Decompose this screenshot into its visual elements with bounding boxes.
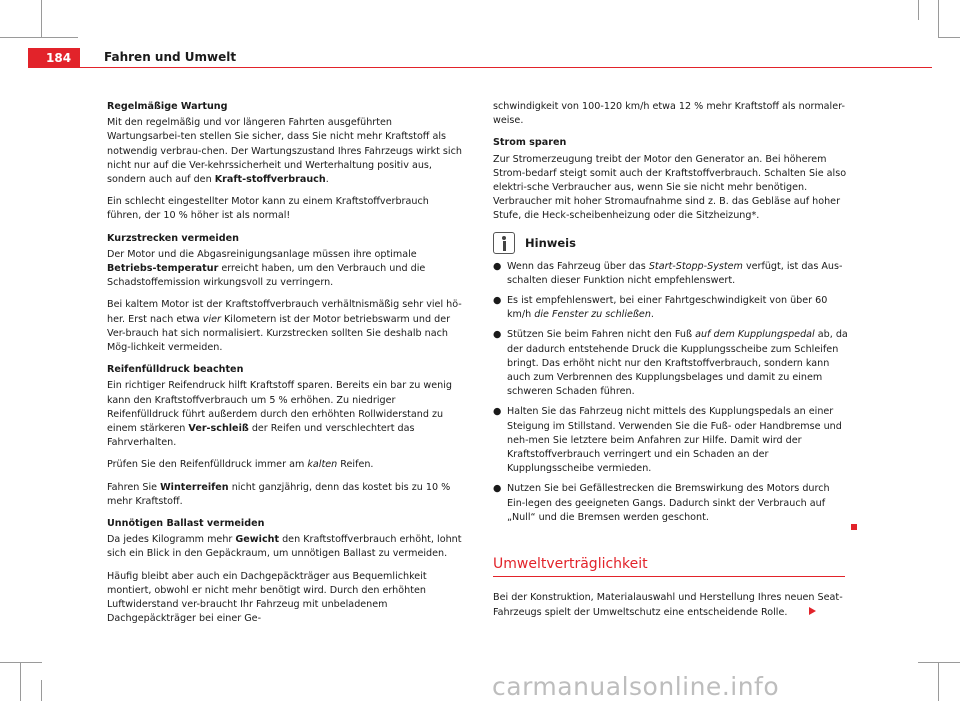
text: Stützen Sie beim Fahren nicht den Fuß [507,329,696,341]
text: nicht ganzjährig, denn das kostet bis zu 10 % mehr Kraftstoff. [107,481,451,507]
text: . [325,174,329,186]
text: ab, da der dadurch entstehende Druck die Kupplungsscheibe zum Schleifen bringt. Das erhöht nicht nur den Kraftstoffverbrauch, sondern kann auch zum Verbrennen des Kupplungsbelages und damit zu einem schweren Schaden führen. [507,329,848,398]
right-column [493,100,849,628]
list-item [493,260,849,288]
text: Reifen. [337,459,374,471]
bullet-icon: ● [493,329,502,341]
emphasis-text: Kraft-stoffverbrauch [214,174,326,186]
crop-mark [20,662,21,701]
crop-mark [938,662,939,701]
section-heading-ballast: Unnötigen Ballast vermeiden [107,518,265,530]
list-item [493,405,849,476]
text: Es ist empfehlenswert, bei einer Fahrtgeschwindigkeit von über 60 km/h [507,295,828,321]
italic-text: Start-Stopp-System [648,260,743,272]
page-title: Fahren und Umwelt [104,50,237,64]
emphasis-text: Gewicht [235,534,280,546]
text: Wenn das Fahrzeug über das [507,260,649,272]
paragraph [107,481,463,509]
paragraph [107,458,463,472]
paragraph [107,298,463,355]
list-item-text [507,294,849,322]
emphasis-text: Ver-schleiß [188,423,249,435]
section-heading-strom: Strom sparen [493,137,567,149]
left-column [107,100,463,635]
crop-mark [41,0,42,37]
continue-arrow-icon [809,607,816,615]
list-item [493,328,849,399]
crop-mark [918,0,919,20]
text: Prüfen Sie den Reifenfülldruck immer am [107,459,308,471]
bullet-icon: ● [493,406,502,418]
paragraph [107,116,463,187]
paragraph: Häufig bleibt aber auch ein Dachgepäckträger aus Bequemlichkeit montiert, obwohl er nicht mehr benötigt wird. Durch den erhöhten Luftwiderstand ver-braucht Ihr Fahrzeug mit unbeladenem Dachgepäckträger bei einer Ge- [107,570,427,625]
text: Mit den regelmäßig und vor längeren Fahrten ausgeführten Wartungsarbei-ten stellen Sie sicher, dass Sie nicht mehr Kraftstoff als notwendig verbrau-chen. Der Wartungszustand Ihres Fahrzeugs wirkt sich nicht nur auf die Ver-kehrssicherheit und Werterhaltung positiv aus, sondern auch auf den [107,117,462,186]
note-title: Hinweis [525,235,576,250]
italic-text: vier [202,313,221,325]
text: . [650,309,654,321]
info-note-icon [493,232,515,254]
text: Bei der Konstruktion, Materialauswahl und Herstellung Ihres neuen Seat-Fahrzeugs spielt der Umweltschutz eine entscheidende Rolle. [493,592,843,618]
list-item-text [507,260,849,288]
emphasis-text: Winterreifen [160,481,229,493]
italic-text: auf dem Kupplungspedal [695,329,815,341]
crop-mark [918,662,960,663]
header-rule [80,67,932,68]
text: verfügt, ist das Aus-schalten dieser Funktion nicht empfehlenswert. [507,260,843,286]
end-square-icon [851,524,857,530]
bullet-icon: ● [493,295,502,307]
section-heading-reifenfuelldruck: Reifenfülldruck beachten [107,364,244,376]
paragraph: Zur Stromerzeugung treibt der Motor den Generator an. Bei höherem Strom-bedarf steigt somit auch der Kraftstoffverbrauch. Schalten Sie also elektri-sche Verbraucher aus, wenn Sie sie nicht mehr benötigen. Verbraucher mit hoher Stromaufnahme sind z. B. das Gebläse auf hoher Stufe, die Heck-scheibenheizung oder die Sitzheizung*. [493,153,847,222]
list-item-text: Halten Sie das Fahrzeug nicht mittels des Kupplungspedals an einer Steigung im Stillstand. Verwenden Sie die Fuß- oder Handbremse und neh-men Sie letztere beim Anfahren zur Hilfe. Damit wird der Kraftstoffverbrauch verringert und ein Schaden an der Kupplungsscheibe vermieden. [507,406,842,475]
list-item [493,294,849,322]
page-header [28,48,932,68]
italic-text: kalten [307,459,338,471]
list-item-text: Nutzen Sie bei Gefällestrecken die Bremswirkung des Motors durch Ein-legen des geeigneten Gangs. Dadurch sinkt der Verbrauch auf „Null“ und die Bremsen werden geschont. [507,483,830,523]
paragraph [107,379,463,450]
list-item-text [507,328,849,399]
section-heading-kurzstrecken: Kurzstrecken vermeiden [107,232,239,244]
text: Fahren Sie [107,481,161,493]
text: Ein richtiger Reifendruck hilft Kraftstoff sparen. Bereits ein bar zu wenig kann den Kraftstoffverbrauch um 5 % erhöhen. Zu niedriger Reifenfülldruck führt außerdem durch den erhöhten Rollwiderstand zu einem stärkeren [107,380,452,435]
emphasis-text: Betriebs-temperatur [107,263,219,275]
section-heading-wartung: Regelmäßige Wartung [107,101,228,112]
text: Der Motor und die Abgasreinigungsanlage müssen ihre optimale [107,248,417,260]
paragraph [107,533,463,561]
text: erreicht haben, um den Verbrauch und die Schadstoffemission wirkungsvoll zu verringern. [107,263,426,289]
bullet-icon: ● [493,260,502,272]
crop-mark [0,662,42,663]
text: den Kraftstoffverbrauch erhöht, lohnt sich ein Blick in den Gepäckraum, um unnötigen Ballast zu vermeiden. [107,534,462,560]
crop-mark [938,0,939,37]
paragraph [493,591,849,619]
section-title-umwelt: Umweltverträglichkeit [493,557,845,577]
paragraph [107,248,463,291]
bullet-icon: ● [493,483,502,495]
list-item [493,482,849,525]
page-number: 184 [28,48,80,68]
crop-mark [0,37,78,38]
crop-mark [938,37,960,38]
paragraph: Ein schlecht eingestellter Motor kann zu einem Kraftstoffverbrauch führen, der 10 % höher ist als normal! [107,196,429,222]
text: Bei kaltem Motor ist der Kraftstoffverbrauch verhältnismäßig sehr viel hö-her. Erst nach etwa [107,299,462,325]
watermark: carmanualsonline.info [492,672,780,701]
text: Kilometern ist der Motor betriebswarm und der Ver-brauch hat sich normalisiert. Kurzstrecken sollten Sie deshalb nach Mög-lichkeit vermeiden. [107,313,451,354]
text: Da jedes Kilogramm mehr [107,534,236,546]
note-header [493,232,849,254]
text: der Reifen und verschlechtert das Fahrverhalten. [107,423,415,449]
crop-mark [41,680,42,701]
italic-text: die Fenster zu schließen [534,309,651,321]
paragraph: schwindigkeit von 100-120 km/h etwa 12 % mehr Kraftstoff als normaler-weise. [493,101,845,127]
